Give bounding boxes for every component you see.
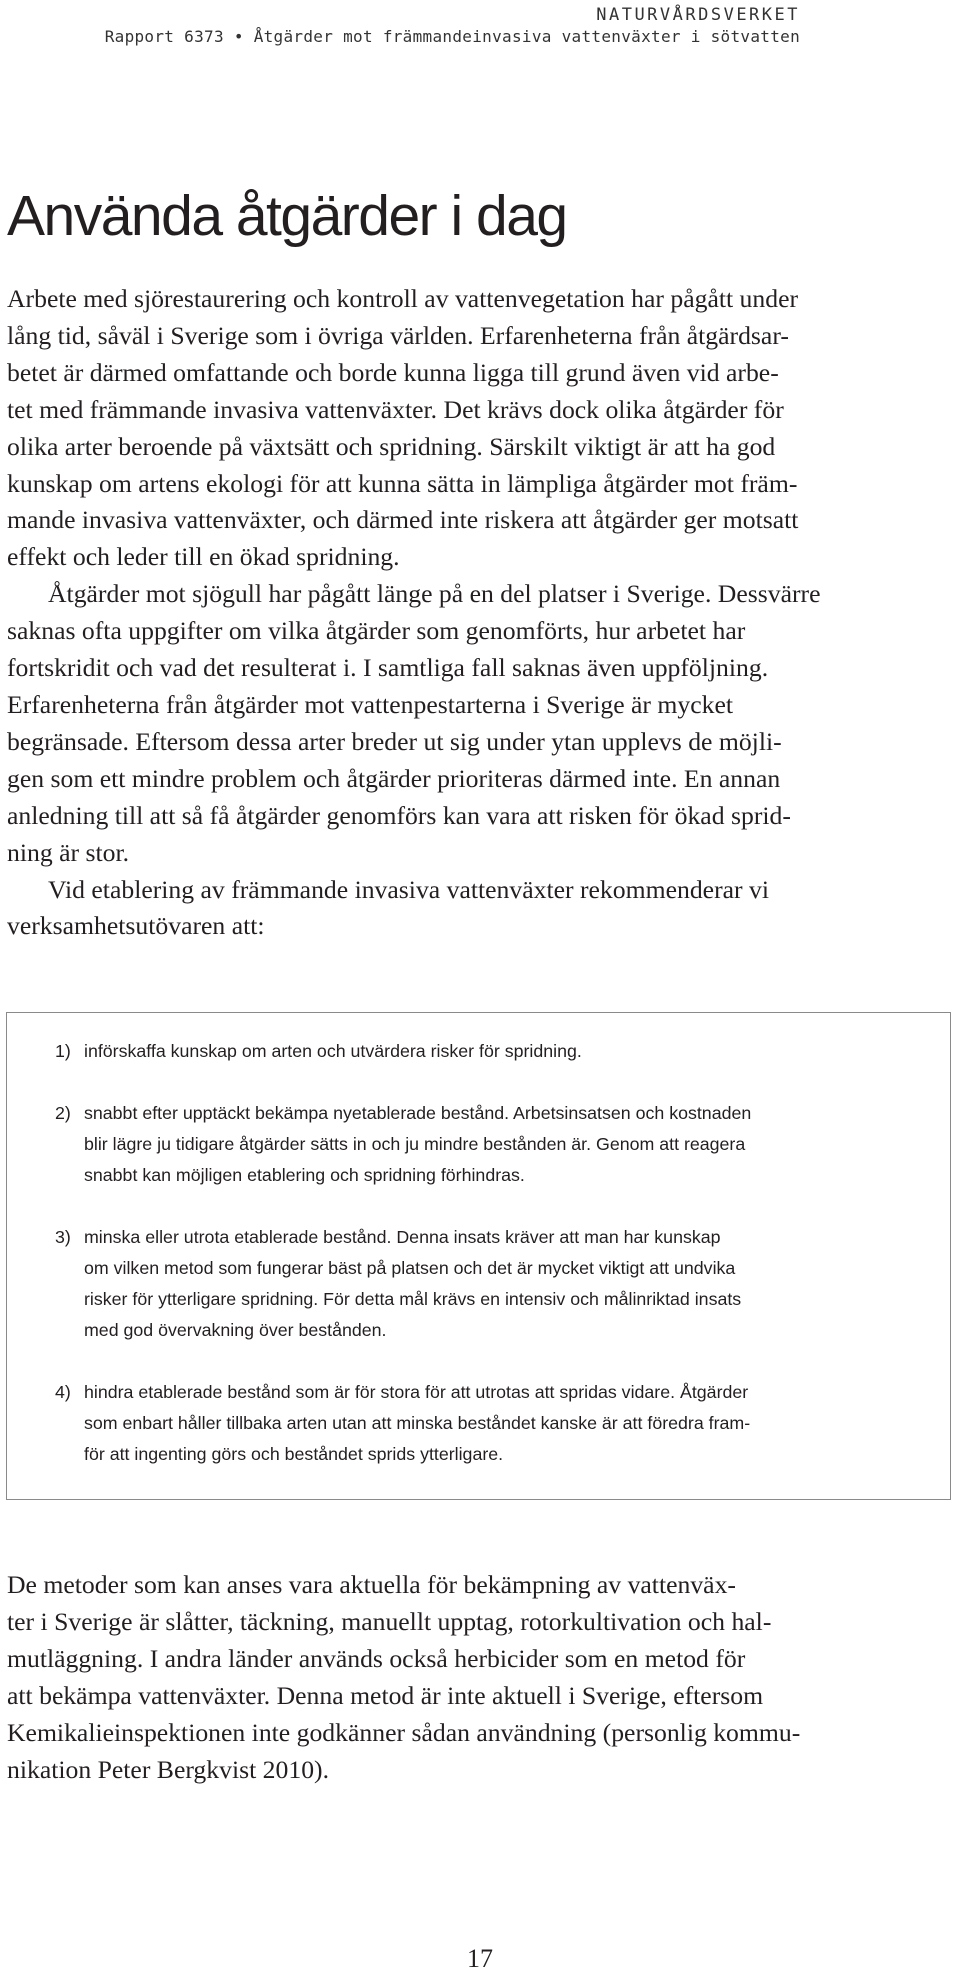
paragraph-3: [7, 872, 952, 946]
text-line: effekt och leder till en ökad spridning.: [7, 542, 400, 572]
text-line: De metoder som kan anses vara aktuella för bekämpning av vattenväx-: [7, 1570, 736, 1599]
text-line: ning är stor.: [7, 837, 130, 867]
text-line: blir lägre ju tidigare åtgärder sätts in och ju mindre bestånden är. Genom att reagera: [84, 1134, 746, 1154]
recommendation-item: [55, 1377, 750, 1470]
text-line: mutläggning. I andra länder används också herbicider som en metod för: [7, 1643, 746, 1673]
text-line: Vid etablering av främmande invasiva vattenväxter rekommenderar vi: [48, 874, 769, 904]
text-line: snabbt kan möjligen etablering och spridning förhindras.: [84, 1165, 525, 1185]
text-line: ter i Sverige är slåtter, täckning, manuellt upptag, rotorkultivation och hal-: [7, 1606, 772, 1636]
section-title: Använda åtgärder i dag: [7, 184, 567, 248]
header-organization: NATURVÅRDSVERKET: [596, 5, 800, 25]
text-line: tet med främmande invasiva vattenväxter. Det krävs dock olika åtgärder för: [7, 394, 784, 424]
text-line: införskaffa kunskap om arten och utvärdera risker för spridning.: [84, 1041, 582, 1061]
text-line: nikation Peter Bergkvist 2010).: [7, 1754, 330, 1784]
intro-text: [7, 281, 952, 945]
recommendation-number: 3): [55, 1227, 71, 1247]
text-line: anledning till att så få åtgärder genomförs kan vara att risken för ökad sprid-: [7, 800, 791, 830]
text-line: saknas ofta uppgifter om vilka åtgärder som genomförts, hur arbetet har: [7, 616, 746, 646]
text-line: gen som ett mindre problem och åtgärder prioriteras därmed inte. En annan: [7, 763, 781, 793]
text-line: hindra etablerade bestånd som är för stora för att utrotas att spridas vidare. Åtgärder: [84, 1382, 749, 1402]
text-line: betet är därmed omfattande och borde kunna ligga till grund även vid arbe-: [7, 357, 779, 387]
text-line: fortskridit och vad det resulterat i. I samtliga fall saknas även uppföljning.: [7, 653, 769, 683]
recommendation-box: [6, 1012, 951, 1500]
text-line: för att ingenting görs och beståndet sprids ytterligare.: [84, 1444, 504, 1464]
recommendation-number: 1): [55, 1041, 71, 1061]
text-line: att bekämpa vattenväxter. Denna metod är inte aktuell i Sverige, eftersom: [7, 1680, 764, 1710]
text-line: snabbt efter upptäckt bekämpa nyetablerade bestånd. Arbetsinsatsen och kostnaden: [84, 1103, 752, 1123]
text-line: Erfarenheterna från åtgärder mot vattenpestarterna i Sverige är mycket: [7, 689, 734, 719]
text-line: mande invasiva vattenväxter, och därmed inte riskera att åtgärder ger motsatt: [7, 505, 799, 535]
recommendation-number: 2): [55, 1103, 71, 1123]
closing-paragraph: [7, 1567, 952, 1788]
paragraph-1: [7, 281, 952, 576]
text-line: olika arter beroende på växtsätt och spridning. Särskilt viktigt är att ha god: [7, 431, 776, 461]
text-line: Kemikalieinspektionen inte godkänner sådan användning (personlig kommu-: [7, 1717, 801, 1747]
text-line: om vilken metod som fungerar bäst på platsen och det är mycket viktigt att undvika: [84, 1258, 736, 1278]
recommendation-item: [55, 1098, 751, 1191]
text-line: med god övervakning över bestånden.: [84, 1320, 387, 1340]
text-line: minska eller utrota etablerade bestånd. Denna insats kräver att man har kunskap: [84, 1227, 721, 1247]
text-line: verksamhetsutövaren att:: [7, 911, 265, 941]
recommendation-item: [55, 1036, 582, 1067]
recommendation-number: 4): [55, 1382, 71, 1402]
text-line: begränsade. Eftersom dessa arter breder ut sig under ytan upplevs de möjli-: [7, 726, 782, 756]
text-line: som enbart håller tillbaka arten utan att minska beståndet kanske är att föredra fram-: [84, 1413, 751, 1433]
text-line: Åtgärder mot sjögull har pågått länge på en del platser i Sverige. Dessvärre: [48, 579, 821, 609]
page-number: 17: [467, 1944, 493, 1973]
paragraph-2: [7, 576, 952, 871]
text-line: lång tid, såväl i Sverige som i övriga världen. Erfarenheterna från åtgärdsar-: [7, 320, 789, 350]
running-header: [105, 4, 800, 48]
text-line: risker för ytterligare spridning. För detta mål krävs en intensiv och målinriktad insats: [84, 1289, 742, 1309]
text-line: kunskap om artens ekologi för att kunna sätta in lämpliga åtgärder mot främ-: [7, 468, 798, 498]
text-line: Arbete med sjörestaurering och kontroll av vattenvegetation har pågått under: [7, 284, 799, 313]
recommendation-item: [55, 1222, 741, 1346]
header-report-title: Rapport 6373 • Åtgärder mot främmandeinvasiva vattenväxter i sötvatten: [104, 27, 800, 46]
